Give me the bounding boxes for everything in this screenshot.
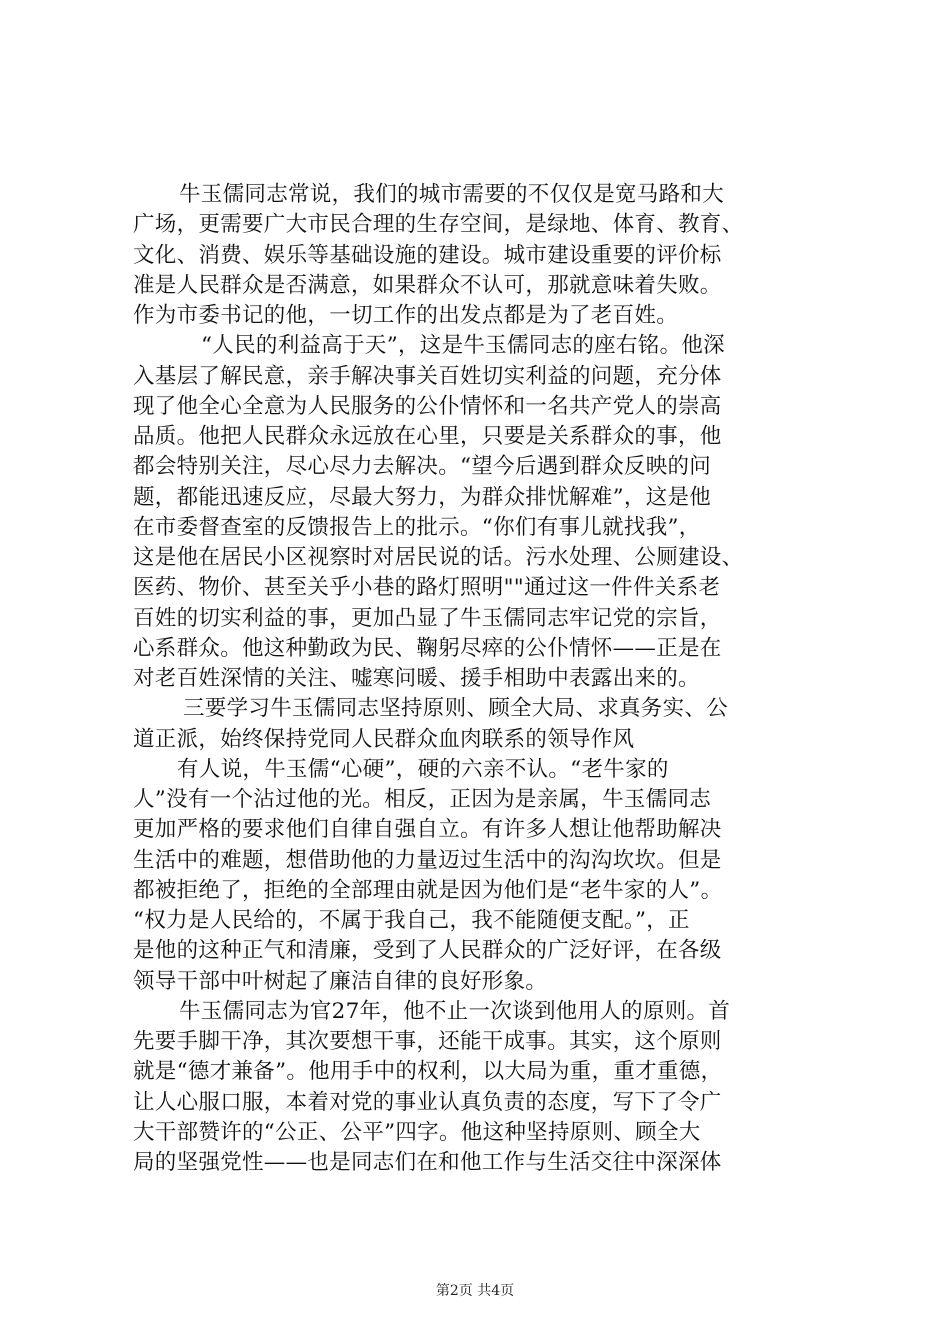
text-line: “人民的利益高于天”，这是牛玉儒同志的座右铭。他深 [201,333,725,359]
section-heading-line: 三要学习牛玉儒同志坚持原则、顾全大局、求真务实、公 [183,696,729,722]
text-line: 医药、物价、甚至关乎小巷的路灯照明""通过这一件件关系老 [133,575,721,601]
text-line: 作为市委书记的他，一切工作的出发点都是为了老百姓。 [133,303,679,328]
text-line: 对老百姓深情的关注、嘘寒问暖、援手相助中表露出来的。 [133,666,700,691]
text-line: 心系群众。他这种勤政为民、鞠躬尽瘁的公仆情怀——正是在 [133,635,722,661]
text-line: 先要手脚干净，其次要想干事，还能干成事。其实，这个原则 [133,1029,722,1054]
text-line: 领导干部中叶树起了廉洁自律的良好形象。 [133,968,548,994]
text-line: 百姓的切实利益的事，更加凸显了牛玉儒同志牢记党的宗旨， [133,605,722,631]
text-line: 局的坚强党性——也是同志们在和他工作与生活交往中深深体 [133,1150,722,1175]
text-line: 更加严格的要求他们自律自强自立。有许多人想让他帮助解决 [133,817,722,843]
text-line: 现了他全心全意为人民服务的公仆情怀和一名共产党人的崇高 [133,393,722,419]
page-number-footer: 第2页 共4页 [435,1283,515,1299]
text-line: 这是他在居民小区视察时对居民说的话。污水处理、公厕建设、 [133,545,744,570]
text-line: 都会特别关注，尽心尽力去解决。“望今后遇到群众反映的问 [133,454,712,480]
text-line: 入基层了解民意，亲手解决事关百姓切实利益的问题，充分体 [133,363,722,389]
text-line: 牛玉儒同志为官27年，他不止一次谈到他用人的原则。首 [179,998,731,1024]
text-line: 文化、消费、娱乐等基础设施的建设。城市建设重要的评价标 [133,242,722,268]
text-line: 就是“德才兼备”。他用手中的权利，以大局为重，重才重德， [133,1059,723,1085]
text-line: 大干部赞许的“公正、公平”四字。他这种坚持原则、顾全大 [133,1119,701,1145]
text-line: 牛玉儒同志常说，我们的城市需要的不仅仅是宽马路和大 [179,182,725,207]
text-line: 品质。他把人民群众永远放在心里，只要是关系群众的事，他 [133,424,722,449]
text-line: 广场，更需要广大市民合理的生存空间，是绿地、体育、教育、 [133,212,744,238]
text-line: 人”没有一个沾过他的光。相反，正因为是亲属，牛玉儒同志 [133,787,712,812]
body-text [133,180,833,1178]
text-line: 在市委督查室的反馈报告上的批示。“你们有事儿就找我”， [133,514,701,540]
text-line: 准是人民群众是否满意，如果群众不认可，那就意味着失败。 [133,272,722,298]
text-line: 题，都能迅速反应，尽最大努力，为群众排忧解难”，这是他 [133,484,712,510]
section-heading-line: 道正派，始终保持党同人民群众血肉联系的领导作风 [133,726,635,752]
text-line: “权力是人民给的，不属于我自己，我不能随便支配。”，正 [133,908,690,933]
text-line: 让人心服口服，本着对党的事业认真负责的态度，写下了令广 [133,1089,722,1115]
text-line: 生活中的难题，想借助他的力量迈过生活中的沟沟坎坎。但是 [133,847,722,873]
text-line: 有人说，牛玉儒“心硬”，硬的六亲不认。“老牛家的 [177,756,669,782]
text-line: 都被拒绝了，拒绝的全部理由就是因为他们是“老牛家的人”。 [133,877,723,903]
text-line: 是他的这种正气和清廉，受到了人民群众的广泛好评，在各级 [133,938,722,964]
